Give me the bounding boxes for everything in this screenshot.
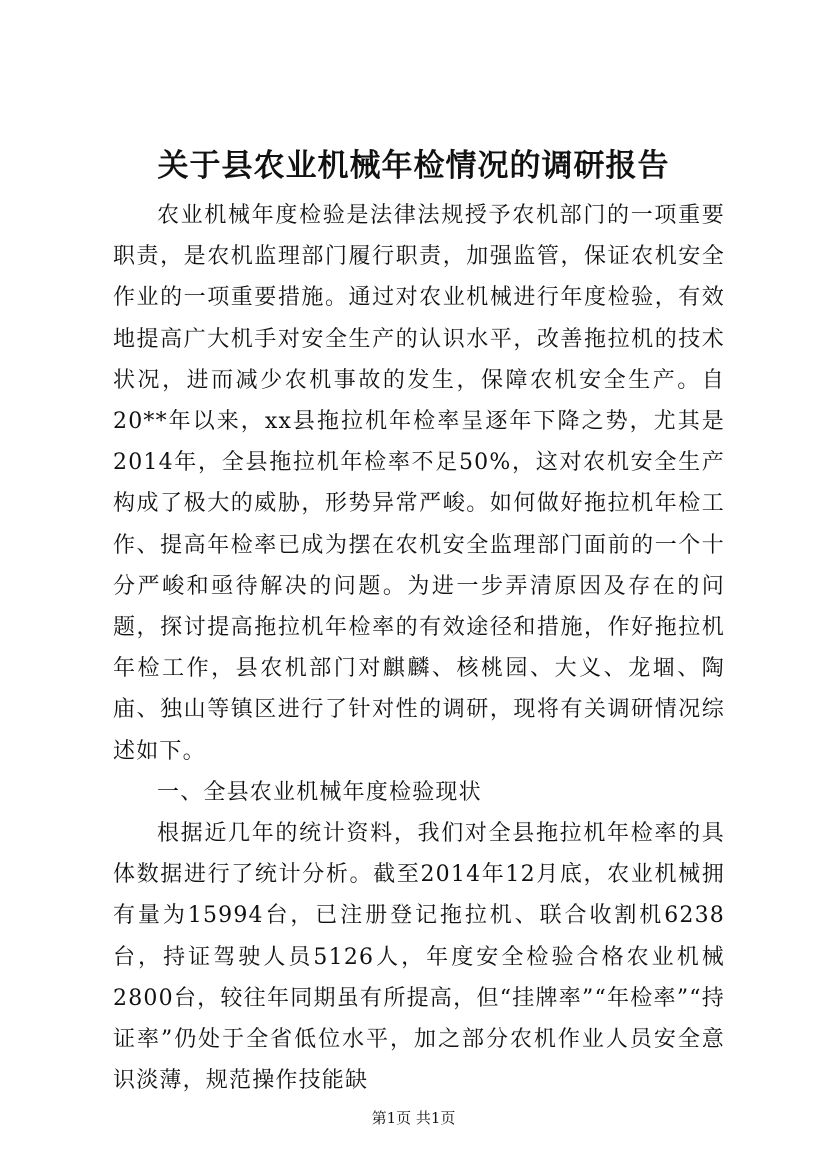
paragraph-status: 根据近几年的统计资料，我们对全县拖拉机年检率的具体数据进行了统计分析。截至2014年12月底，农业机械拥有量为15994台，已注册登记拖拉机、联合收割机6238台，持证驾驶人员5126人，年度安全检验合格农业机械2800台，较往年同期虽有所提高，但“挂牌率”“年检率”“持证率”仍处于全省低位水平，加之部分农机作业人员安全意识淡薄，规范操作技能缺 bbox=[113, 821, 725, 1094]
section-heading: 一、全县农业机械年度检验现状 bbox=[157, 779, 482, 805]
document-body bbox=[113, 195, 725, 1101]
page-footer: 第1页 共1页 bbox=[371, 1109, 456, 1127]
document-title: 关于县农业机械年检情况的调研报告 bbox=[157, 148, 670, 184]
paragraph-intro: 农业机械年度检验是法律法规授予农机部门的一项重要职责，是农机监理部门履行职责，加强监管，保证农机安全作业的一项重要措施。通过对农业机械进行年度检验，有效地提高广大机手对安全生产的认识水平，改善拖拉机的技术状况，进而减少农机事故的发生，保障农机安全生产。自20**年以来，xx县拖拉机年检率呈逐年下降之势，尤其是2014年，全县拖拉机年检率不足50%，这对农机安全生产构成了极大的威胁，形势异常严峻。如何做好拖拉机年检工作、提高年检率已成为摆在农机安全监理部门面前的一个十分严峻和亟待解决的问题。为进一步弄清原因及存在的问题，探讨提高拖拉机年检率的有效途径和措施，作好拖拉机年检工作，县农机部门对麒麟、核桃园、大义、龙堌、陶庙、独山等镇区进行了针对性的调研，现将有关调研情况综述如下。 bbox=[113, 203, 725, 764]
